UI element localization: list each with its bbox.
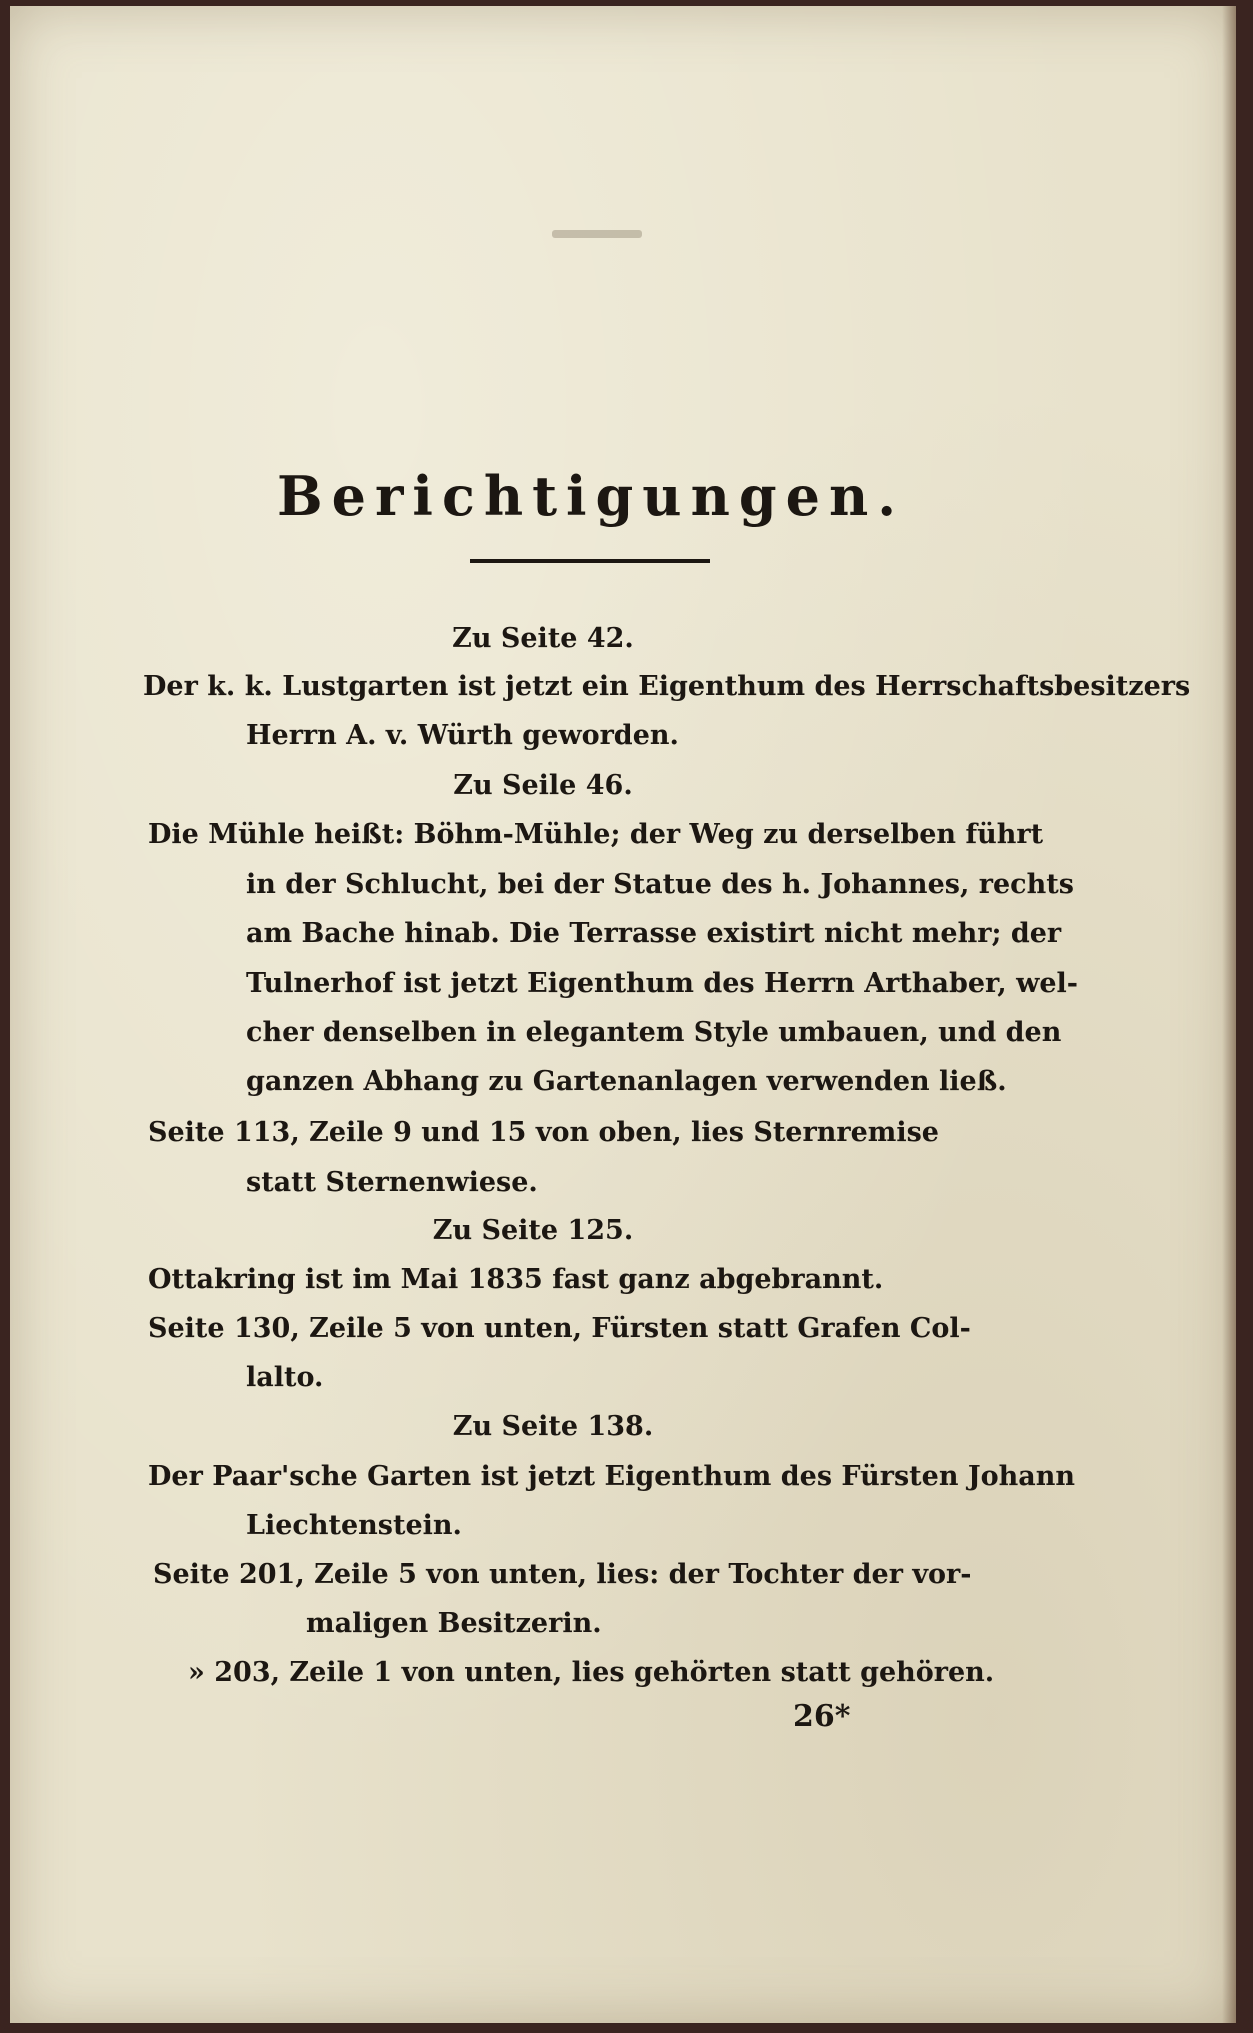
correction-line: Seite 113, Zeile 9 und 15 von oben, lies Sternremise (148, 1117, 939, 1148)
page-title: Berichtigungen. (276, 464, 905, 528)
correction-line: statt Sternenwiese. (246, 1167, 538, 1198)
correction-line: Tulnerhof ist jetzt Eigenthum des Herrn Arthaber, wel- (246, 968, 1078, 999)
correction-line: Seite 201, Zeile 5 von unten, lies: der Tochter der vor- (153, 1559, 972, 1590)
correction-line: cher denselben in elegantem Style umbauen, und den (246, 1017, 1062, 1048)
correction-line: Ottakring ist im Mai 1835 fast ganz abgebrannt. (148, 1264, 884, 1295)
section-heading: Zu Seite 42. (452, 623, 634, 654)
correction-line: in der Schlucht, bei der Statue des h. Johannes, rechts (246, 869, 1074, 900)
title-rule (470, 559, 710, 563)
correction-line: maligen Besitzerin. (306, 1608, 602, 1639)
correction-line: ganzen Abhang zu Gartenanlagen verwenden ließ. (246, 1066, 1007, 1097)
correction-line: Herrn A. v. Würth geworden. (246, 720, 679, 751)
correction-line: Die Mühle heißt: Böhm-Mühle; der Weg zu derselben führt (148, 819, 1044, 850)
section-heading: Zu Seite 138. (452, 1411, 654, 1442)
section-heading: Zu Seite 125. (432, 1215, 634, 1246)
page-number: 26* (793, 1699, 851, 1734)
correction-line: » 203, Zeile 1 von unten, lies gehörten statt gehören. (188, 1657, 995, 1688)
correction-line: lalto. (246, 1362, 324, 1393)
section-heading: Zu Seile 46. (453, 770, 633, 801)
book-page (10, 6, 1236, 2023)
correction-line: am Bache hinab. Die Terrasse existirt nicht mehr; der (246, 918, 1062, 949)
correction-line: Der k. k. Lustgarten ist jetzt ein Eigenthum des Herrschaftsbesitzers (143, 671, 1191, 702)
page-edge-shadow (1222, 6, 1236, 2023)
bleed-through-mark (552, 230, 642, 238)
correction-line: Seite 130, Zeile 5 von unten, Fürsten statt Grafen Col- (148, 1313, 971, 1344)
correction-line: Der Paar'sche Garten ist jetzt Eigenthum des Fürsten Johann (148, 1461, 1076, 1492)
correction-line: Liechtenstein. (246, 1510, 462, 1541)
